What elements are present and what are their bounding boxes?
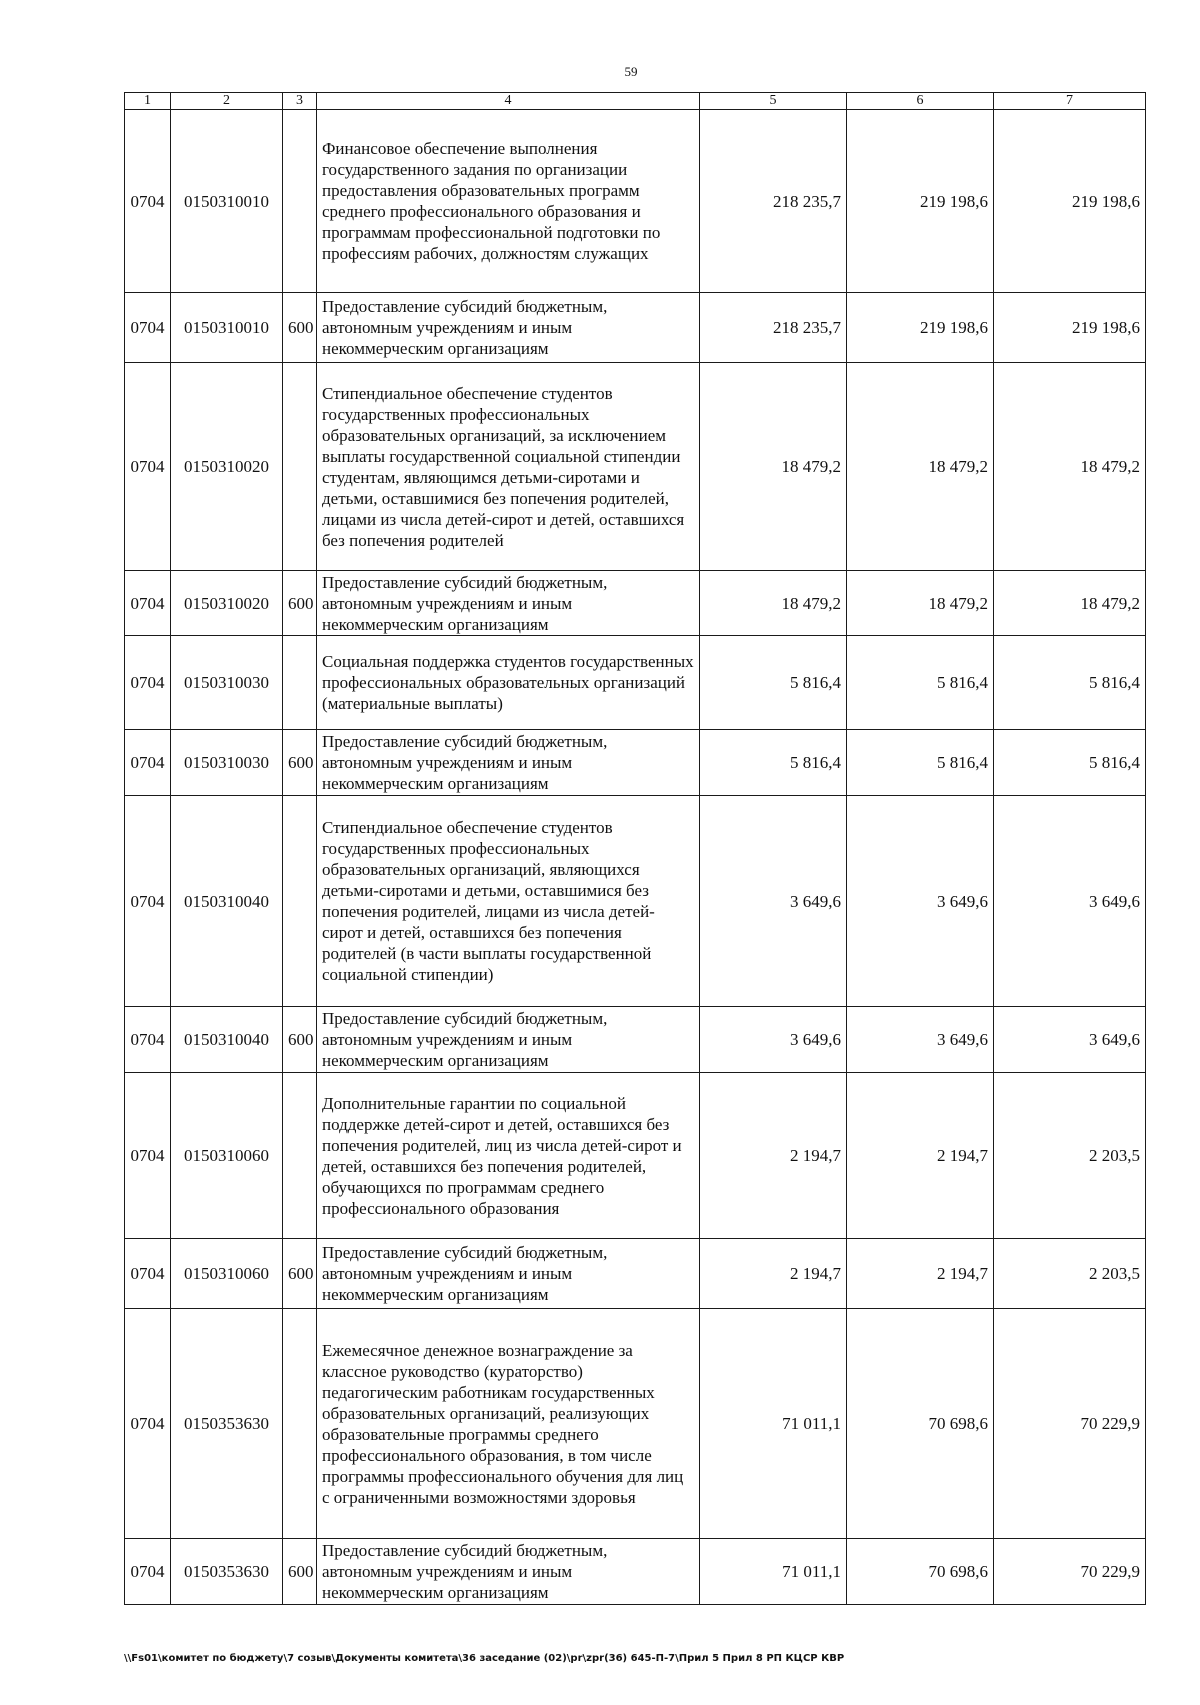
table-row [125,636,1146,730]
item-name-cell: Предоставление субсидий бюджетным, автономным учреждениям и иным некоммерческим организациям [317,1539,700,1605]
section-cell: 0704 [125,1309,171,1539]
expense-type-cell: 600 [283,1539,317,1605]
amount-cell-6: 5 816,4 [847,730,994,796]
amount-cell-5: 3 649,6 [700,1007,847,1073]
table-row [125,363,1146,571]
expense-type-cell: 600 [283,730,317,796]
amount-cell-7: 18 479,2 [994,363,1146,571]
target-code-cell: 0150310030 [171,636,283,730]
amount-cell-6: 219 198,6 [847,293,994,363]
target-code-cell: 0150353630 [171,1539,283,1605]
item-name-cell: Дополнительные гарантии по социальной поддержке детей-сирот и детей, оставшихся без попечения родителей, лиц из числа детей-сирот и детей, оставшихся без попечения родителей, обучающихся по программам среднего профессионального образования [317,1073,700,1239]
table-row [125,571,1146,636]
item-name-cell: Ежемесячное денежное вознаграждение за классное руководство (кураторство) педагогическим работникам государственных образовательных организаций, реализующих образовательные программы среднего профессионального образования, в том числе программы профессионального обучения для лиц с ограниченными возможностями здоровья [317,1309,700,1539]
amount-cell-7: 2 203,5 [994,1073,1146,1239]
amount-cell-6: 3 649,6 [847,796,994,1007]
expense-type-cell: 600 [283,1239,317,1309]
amount-cell-5: 3 649,6 [700,796,847,1007]
table-row [125,1539,1146,1605]
amount-cell-7: 70 229,9 [994,1539,1146,1605]
item-name-cell: Предоставление субсидий бюджетным, автономным учреждениям и иным некоммерческим организациям [317,1239,700,1309]
section-cell: 0704 [125,1539,171,1605]
table-row [125,1239,1146,1309]
table-row [125,110,1146,293]
amount-cell-7: 3 649,6 [994,796,1146,1007]
expense-type-cell: 600 [283,1007,317,1073]
header-cell-4: 4 [317,93,700,110]
item-name-cell: Стипендиальное обеспечение студентов государственных профессиональных образовательных организаций, за исключением выплаты государственной социальной стипендии студентам, являющимся детьми-сиротами и детьми, оставшимися без попечения родителей, лицами из числа детей-сирот и детей, оставшихся без попечения родителей [317,363,700,571]
table-row [125,796,1146,1007]
amount-cell-5: 5 816,4 [700,730,847,796]
amount-cell-6: 219 198,6 [847,110,994,293]
header-cell-1: 1 [125,93,171,110]
target-code-cell: 0150310060 [171,1239,283,1309]
item-name-cell: Социальная поддержка студентов государственных профессиональных образовательных организаций (материальные выплаты) [317,636,700,730]
amount-cell-7: 5 816,4 [994,636,1146,730]
amount-cell-5: 2 194,7 [700,1239,847,1309]
amount-cell-7: 18 479,2 [994,571,1146,636]
amount-cell-7: 3 649,6 [994,1007,1146,1073]
amount-cell-6: 2 194,7 [847,1239,994,1309]
amount-cell-7: 70 229,9 [994,1309,1146,1539]
amount-cell-6: 18 479,2 [847,571,994,636]
item-name-cell: Финансовое обеспечение выполнения государственного задания по организации предоставления образовательных программ среднего профессионального образования и программам профессиональной подготовки по профессиям рабочих, должностям служащих [317,110,700,293]
target-code-cell: 0150310040 [171,1007,283,1073]
section-cell: 0704 [125,636,171,730]
expense-type-cell [283,363,317,571]
table-row [125,1309,1146,1539]
header-cell-3: 3 [283,93,317,110]
header-row [125,93,1146,110]
target-code-cell: 0150310020 [171,571,283,636]
target-code-cell: 0150310040 [171,796,283,1007]
item-name-cell: Предоставление субсидий бюджетным, автономным учреждениям и иным некоммерческим организациям [317,1007,700,1073]
target-code-cell: 0150310020 [171,363,283,571]
amount-cell-5: 5 816,4 [700,636,847,730]
item-name-cell: Предоставление субсидий бюджетным, автономным учреждениям и иным некоммерческим организациям [317,571,700,636]
section-cell: 0704 [125,571,171,636]
amount-cell-6: 70 698,6 [847,1539,994,1605]
amount-cell-6: 3 649,6 [847,1007,994,1073]
target-code-cell: 0150310030 [171,730,283,796]
amount-cell-6: 2 194,7 [847,1073,994,1239]
expense-type-cell [283,1073,317,1239]
amount-cell-5: 18 479,2 [700,363,847,571]
amount-cell-7: 219 198,6 [994,293,1146,363]
table-row [125,1073,1146,1239]
page-number: 59 [624,64,638,79]
table-row [125,1007,1146,1073]
table-row [125,730,1146,796]
target-code-cell: 0150310010 [171,293,283,363]
header-cell-7: 7 [994,93,1146,110]
amount-cell-7: 219 198,6 [994,110,1146,293]
amount-cell-7: 5 816,4 [994,730,1146,796]
budget-table [124,92,1146,1605]
expense-type-cell [283,110,317,293]
amount-cell-6: 5 816,4 [847,636,994,730]
amount-cell-5: 71 011,1 [700,1309,847,1539]
amount-cell-7: 2 203,5 [994,1239,1146,1309]
item-name-cell: Предоставление субсидий бюджетным, автономным учреждениям и иным некоммерческим организациям [317,730,700,796]
item-name-cell: Стипендиальное обеспечение студентов государственных профессиональных образовательных организаций, являющихся детьми-сиротами и детьми, оставшимися без попечения родителей, лицами из числа детей-сирот и детей, оставшихся без попечения родителей (в части выплаты государственной социальной стипендии) [317,796,700,1007]
expense-type-cell [283,636,317,730]
expense-type-cell [283,796,317,1007]
amount-cell-6: 70 698,6 [847,1309,994,1539]
target-code-cell: 0150310060 [171,1073,283,1239]
section-cell: 0704 [125,796,171,1007]
amount-cell-5: 218 235,7 [700,293,847,363]
header-cell-5: 5 [700,93,847,110]
header-cell-2: 2 [171,93,283,110]
amount-cell-5: 218 235,7 [700,110,847,293]
section-cell: 0704 [125,110,171,293]
amount-cell-5: 71 011,1 [700,1539,847,1605]
expense-type-cell [283,1309,317,1539]
header-cell-6: 6 [847,93,994,110]
section-cell: 0704 [125,1073,171,1239]
footer-file-path: \\Fs01\комитет по бюджету\7 созыв\Документы комитета\36 заседание (02)\pr\zpr(36) 645-П-7\Прил 5 Прил 8 РП КЦСР КВР [124,1653,845,1664]
target-code-cell: 0150353630 [171,1309,283,1539]
amount-cell-5: 2 194,7 [700,1073,847,1239]
item-name-cell: Предоставление субсидий бюджетным, автономным учреждениям и иным некоммерческим организациям [317,293,700,363]
table-row [125,293,1146,363]
section-cell: 0704 [125,730,171,796]
expense-type-cell: 600 [283,293,317,363]
section-cell: 0704 [125,363,171,571]
expense-type-cell: 600 [283,571,317,636]
amount-cell-5: 18 479,2 [700,571,847,636]
target-code-cell: 0150310010 [171,110,283,293]
section-cell: 0704 [125,293,171,363]
amount-cell-6: 18 479,2 [847,363,994,571]
section-cell: 0704 [125,1007,171,1073]
section-cell: 0704 [125,1239,171,1309]
